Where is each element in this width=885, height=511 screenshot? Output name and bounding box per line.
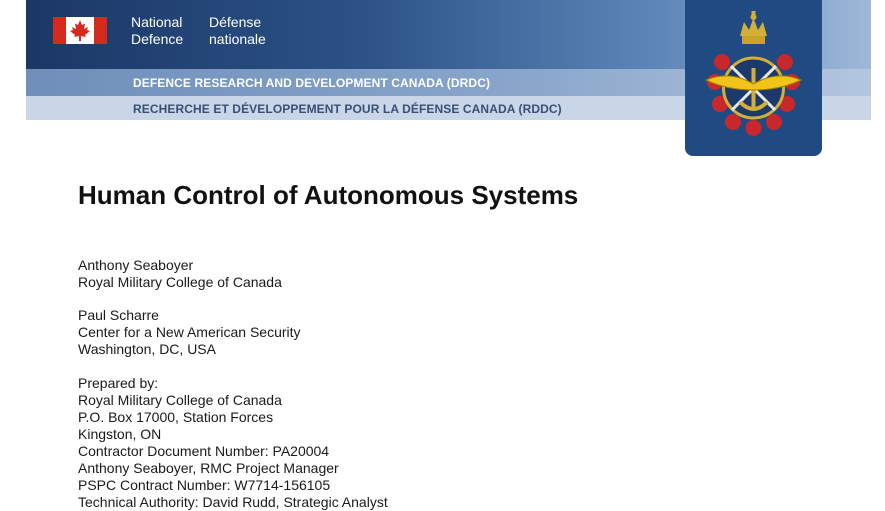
contractor-document-number: Contractor Document Number: PA20004 (78, 443, 330, 459)
pspc-contract-number: PSPC Contract Number: W7714-156105 (78, 477, 331, 493)
prepared-by-block (78, 375, 388, 511)
project-manager: Anthony Seaboyer, RMC Project Manager (78, 460, 339, 476)
agency-name-french: RECHERCHE ET DÉVELOPPEMENT POUR LA DÉFENSE CANADA (RDDC) (133, 102, 562, 116)
department-name-french (209, 14, 266, 48)
prepared-address: P.O. Box 17000, Station Forces (78, 409, 274, 425)
author2-name: Paul Scharre (78, 307, 159, 323)
author-block-2 (78, 307, 301, 358)
author-block-1 (78, 257, 282, 291)
canada-flag-icon (53, 17, 107, 44)
document-title: Human Control of Autonomous Systems (78, 180, 579, 210)
prepared-org: Royal Military College of Canada (78, 392, 282, 408)
dept-en-line2: Defence (131, 31, 184, 47)
author1-name: Anthony Seaboyer (78, 257, 194, 273)
agency-name-english: DEFENCE RESEARCH AND DEVELOPMENT CANADA (DRDC) (133, 76, 491, 90)
technical-authority: Technical Authority: David Rudd, Strategic Analyst (78, 494, 388, 510)
emblem-panel (685, 0, 822, 156)
department-name-english (131, 14, 183, 48)
dept-fr-line1: Défense (209, 14, 262, 30)
author2-location: Washington, DC, USA (78, 341, 216, 357)
canadian-armed-forces-emblem-icon (700, 10, 807, 144)
prepared-by-label: Prepared by: (78, 375, 159, 391)
prepared-city: Kingston, ON (78, 426, 162, 442)
dept-fr-line2: nationale (209, 31, 266, 47)
author1-affiliation: Royal Military College of Canada (78, 274, 282, 290)
author2-affiliation: Center for a New American Security (78, 324, 301, 340)
dept-en-line1: National (131, 14, 183, 30)
